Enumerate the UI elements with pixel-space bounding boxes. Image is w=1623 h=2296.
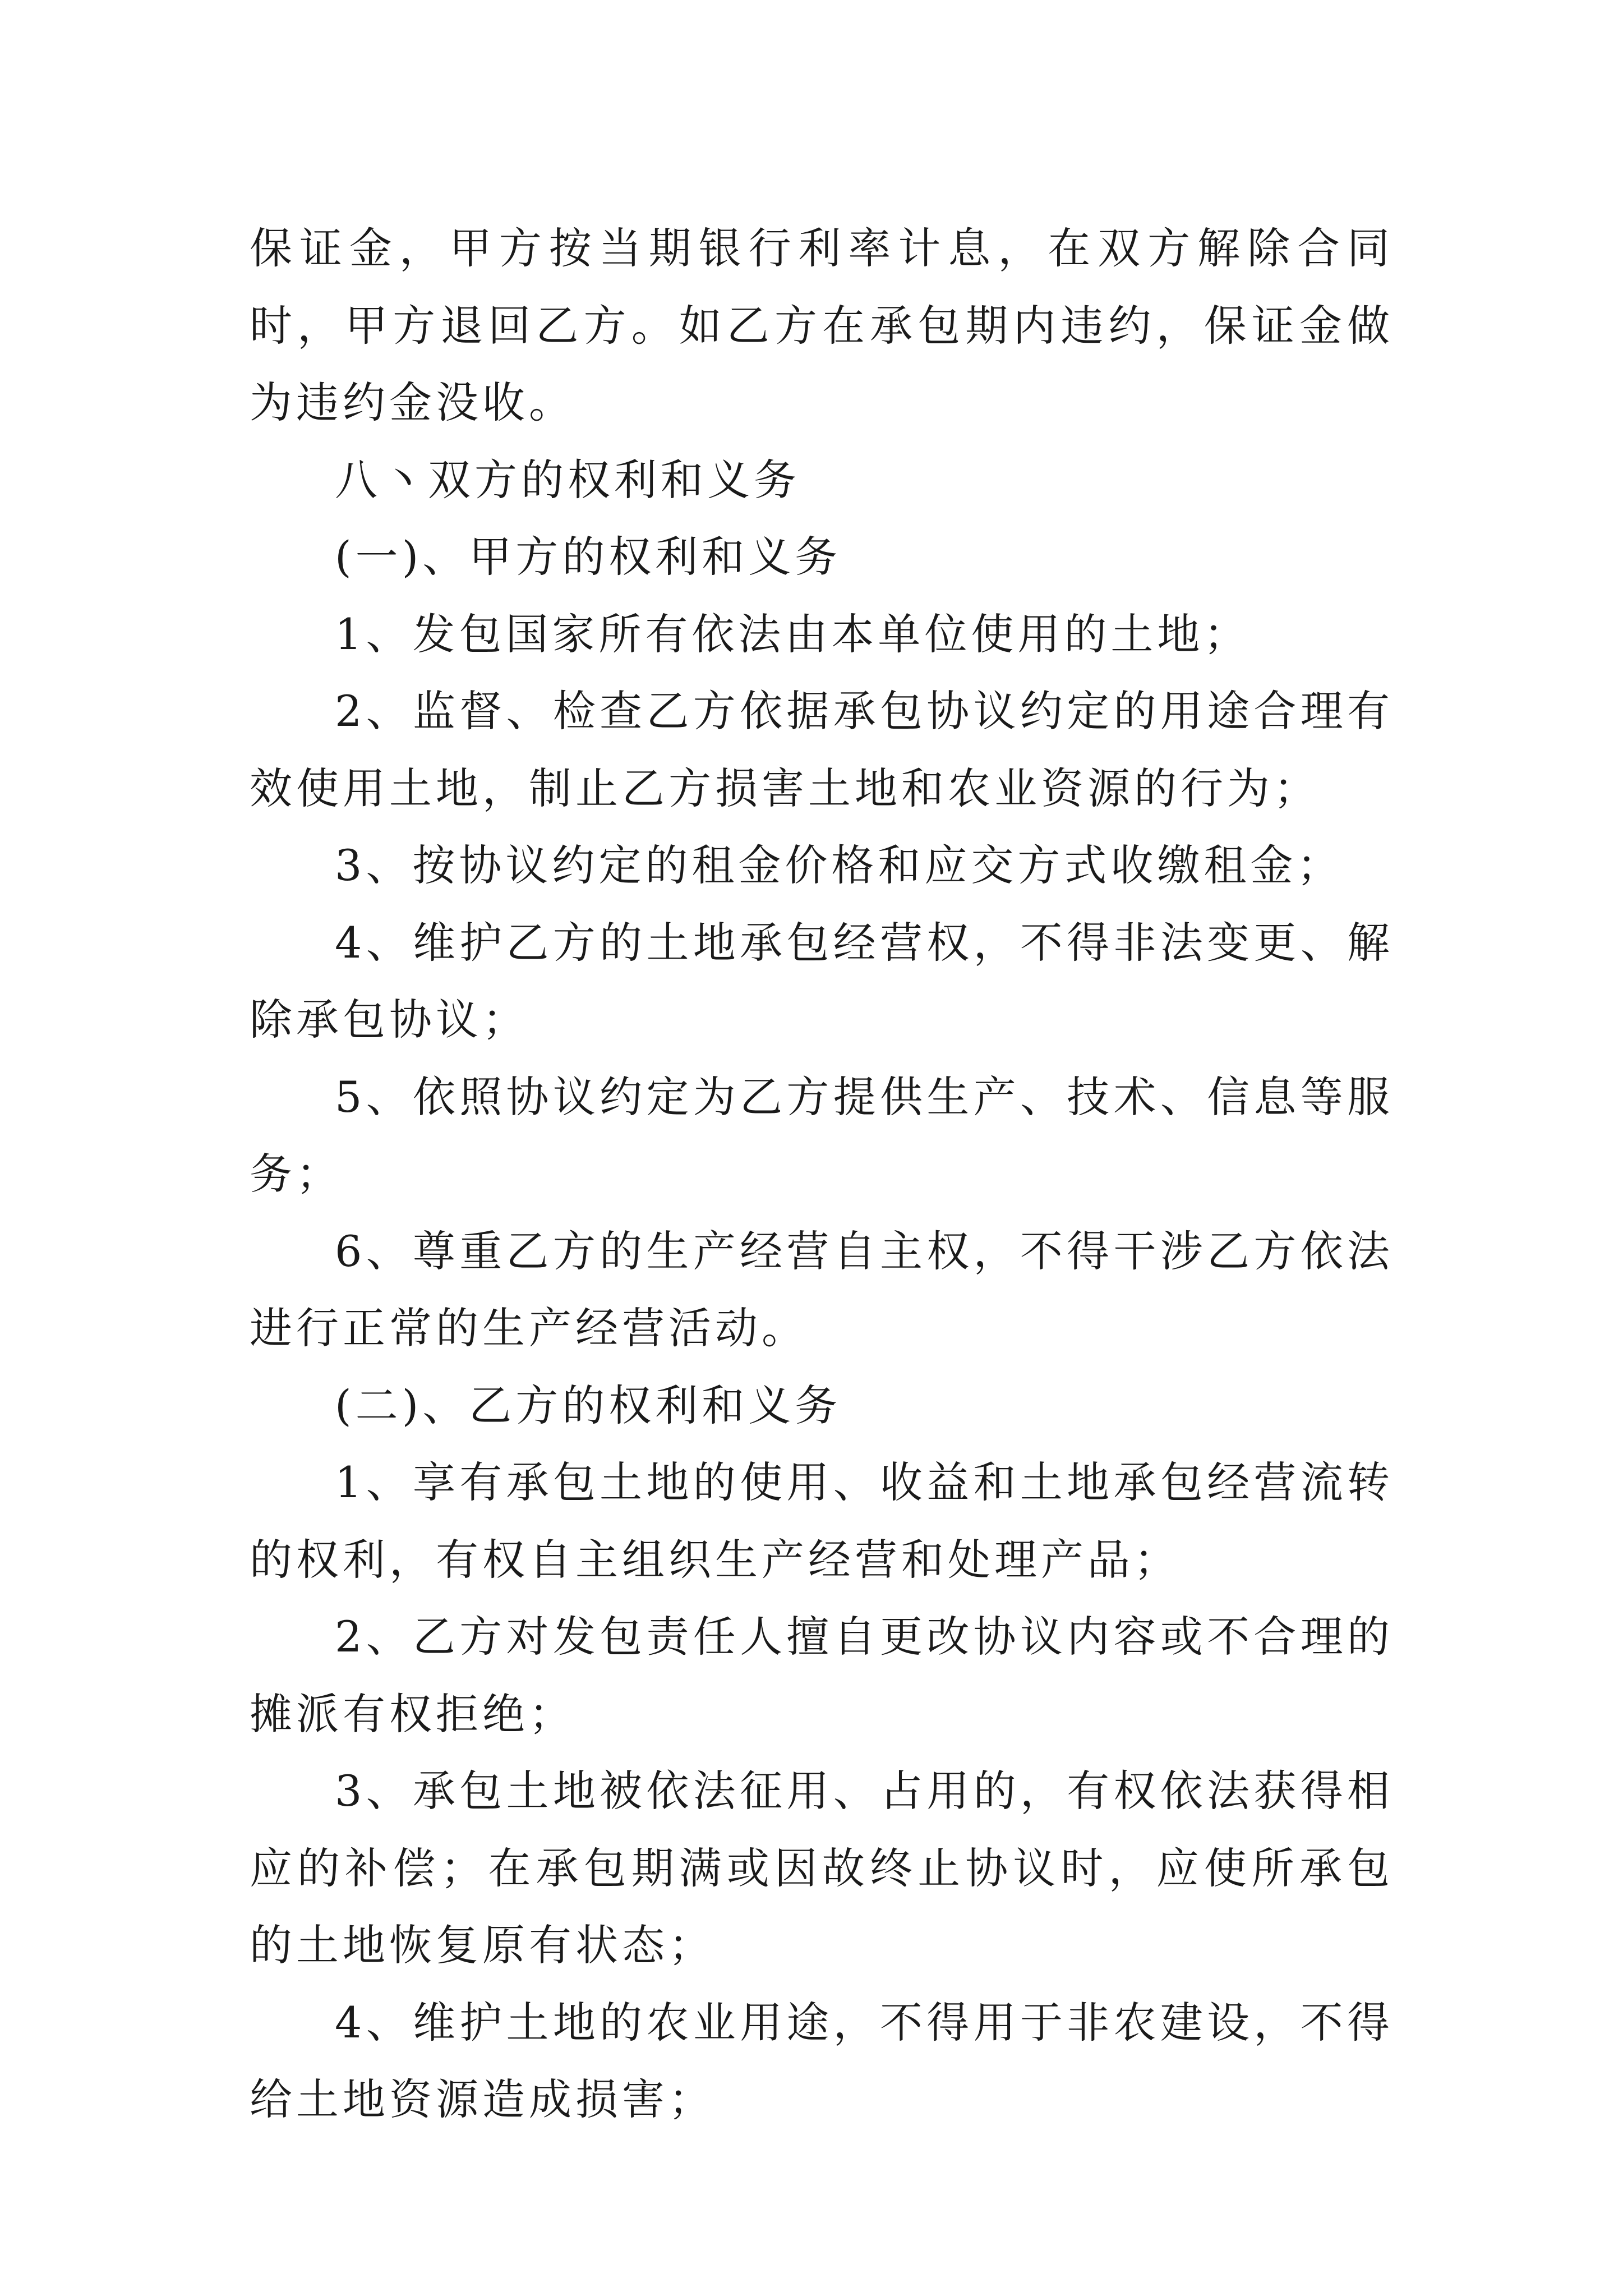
- list-item-a-3: 3、按协议约定的租金价格和应交方式收缴租金；: [335, 840, 1344, 890]
- list-item-b-1: 1、享有承包土地的使用、收益和土地承包经营流转的权利，有权自主组织生产经营和处理产品；: [250, 1457, 1394, 1585]
- list-item-a-2: 2、监督、检查乙方依据承包协议约定的用途合理有效使用土地，制止乙方损害土地和农业资源的行为；: [250, 686, 1394, 813]
- list-item-b-3: 3、承包土地被依法征用、占用的，有权依法获得相应的补偿；在承包期满或因故终止协议时，应使所承包的土地恢复原有状态；: [250, 1766, 1394, 1970]
- document-body: [250, 210, 1394, 2138]
- list-item-a-6: 6、尊重乙方的生产经营自主权，不得干涉乙方依法进行正常的生产经营活动。: [250, 1226, 1394, 1353]
- heading-section-8-rights-obligations: 八丶双方的权利和义务: [335, 454, 800, 505]
- list-item-a-1: 1、发包国家所有依法由本单位使用的土地；: [335, 609, 1251, 659]
- list-item-b-4: 4、维护土地的农业用途，不得用于非农建设，不得给土地资源造成损害；: [250, 1997, 1394, 2124]
- list-item-b-2: 2、乙方对发包责任人擅自更改协议内容或不合理的摊派有权拒绝；: [250, 1612, 1394, 1739]
- subheading-party-b-rights: (二)、乙方的权利和义务: [335, 1380, 842, 1430]
- list-item-a-4: 4、维护乙方的土地承包经营权，不得非法变更、解除承包协议；: [250, 917, 1394, 1045]
- paragraph-deposit-terms: 保证金，甲方按当期银行利率计息，在双方解除合同时，甲方退回乙方。如乙方在承包期内违约，保证金做为违约金没收。: [250, 223, 1394, 427]
- list-item-a-5: 5、依照协议约定为乙方提供生产、技术、信息等服务；: [250, 1071, 1394, 1199]
- subheading-party-a-rights: (一)、甲方的权利和义务: [335, 532, 842, 582]
